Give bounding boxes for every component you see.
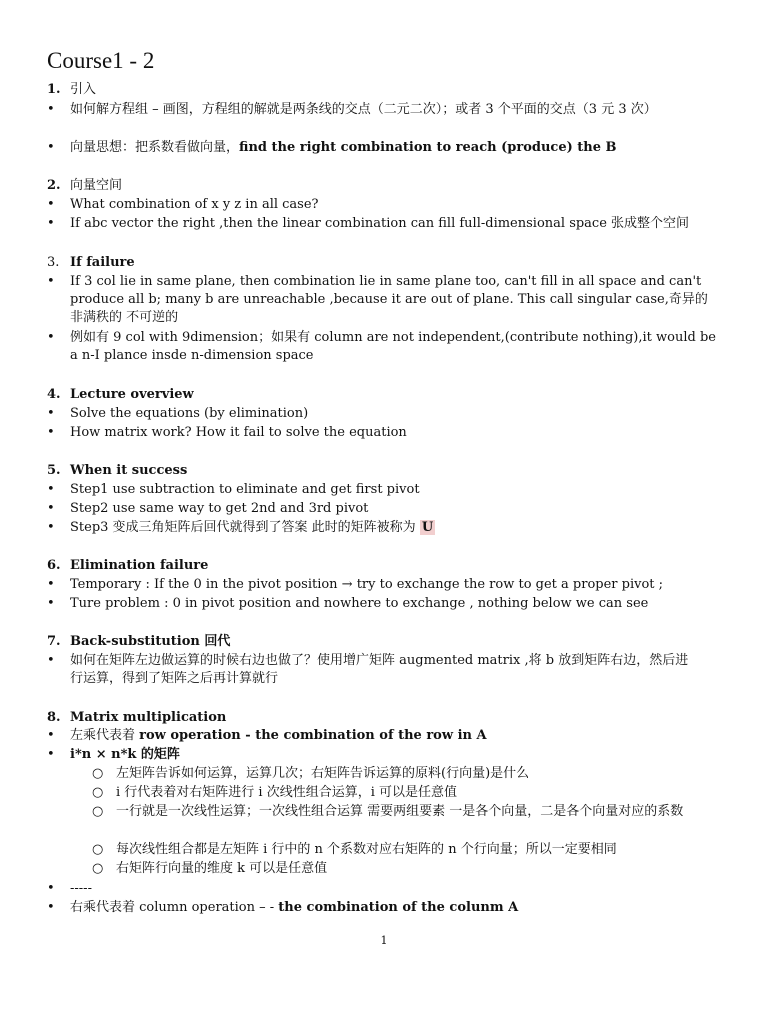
bullet-icon: • bbox=[47, 747, 55, 762]
bullet-icon: • bbox=[47, 728, 55, 743]
bullet-icon: • bbox=[47, 274, 55, 289]
page-number: 1 bbox=[380, 934, 388, 947]
page-title: Course1 - 2 bbox=[47, 48, 155, 73]
bullet-icon: • bbox=[47, 900, 55, 915]
bullet-icon: • bbox=[47, 140, 55, 155]
bullet-icon: • bbox=[47, 577, 55, 592]
document-page: Course1 - 2 1. 引入 • 如何解方程组 – 画图，方程组的解就是两条线的交点（二元二次）；或者 3 个平面的交点（3 元 3 次） • 向量思想：把系数看做向量，find the right combination to reach (produce) the B 2. 向量空间 • What combination of x y z in all case? • If abc vector the right ,then the linear combination can fill full-dimensional space 张成整个空间 3. If failure • If 3 col lie in same plane, then combination lie in same plane too, can't fill in all space and can't produce all b; many b are unreachable ,because it are out of plane. This call singular case,奇异的 非满秩的 不可逆的 • 例如有 9 col with 9dimension；如果有 column are not independent,(contribute nothing),it would be a n-I plance insde n-dimension space 4. Lecture overview • Solve the equations (by elimination) • How matrix work? How it fail to solve the equation 5. When it success • Step1 use subtraction to eliminate and get first pivot • Step2 use same way to get 2nd and 3rd pivot • Step3 变成三角矩阵后回代就得到了答案 此时的矩阵被称为 U 6. Elimination failure • Temporary : If the 0 in the pivot position → try to exchange the row to get a proper pivot ; • Ture problem : 0 in pivot position and nowhere to exchange , nothing below we can see 7. Back-substitution 回代 • 如何在矩阵左边做运算的时候右边也做了？使用增广矩阵 augmented matrix ,将 b 放到矩阵右边，然后进行运算，得到了矩阵之后再计算就行 8. Matrix multiplication • 左乘代表着 row operation - the combination of the row in A • i*n × n*k 的矩阵 ○ 左矩阵告诉如何运算，运算几次；右矩阵告诉运算的原料(行向量)是什么 ○ i 行代表着对右矩阵进行 i 次线性组合运算，i 可以是任意值 ○ 一行就是一次线性运算；一次线性组合运算 需要两组要素 一是各个向量，二是各个向量对应的系数 ○ 每次线性组合都是左矩阵 i 行中的 n 个系数对应右矩阵的 n 个行向量；所以一定要相同 ○ 右矩阵行向量的维度 k 可以是任意值 • ----- • 右乘代表着 column operation – - the combination of the colunm A 1 bbox=[0, 0, 768, 1024]
bullet-icon: • bbox=[47, 881, 55, 896]
circle-bullet-icon: ○ bbox=[92, 861, 104, 876]
highlighted-u: U bbox=[421, 520, 434, 535]
circle-bullet-icon: ○ bbox=[92, 785, 104, 800]
bullet-icon: • bbox=[47, 520, 55, 535]
bullet-icon: • bbox=[47, 102, 55, 117]
bullet-icon: • bbox=[47, 197, 55, 212]
bullet-icon: • bbox=[47, 501, 55, 516]
bullet-icon: • bbox=[47, 216, 55, 231]
bullet-icon: • bbox=[47, 482, 55, 497]
bullet-icon: • bbox=[47, 653, 55, 668]
circle-bullet-icon: ○ bbox=[92, 766, 104, 781]
bullet-icon: • bbox=[47, 330, 55, 345]
circle-bullet-icon: ○ bbox=[92, 842, 104, 857]
bullet-icon: • bbox=[47, 406, 55, 421]
bullet-icon: • bbox=[47, 425, 55, 440]
bullet-icon: • bbox=[47, 596, 55, 611]
circle-bullet-icon: ○ bbox=[92, 804, 104, 819]
